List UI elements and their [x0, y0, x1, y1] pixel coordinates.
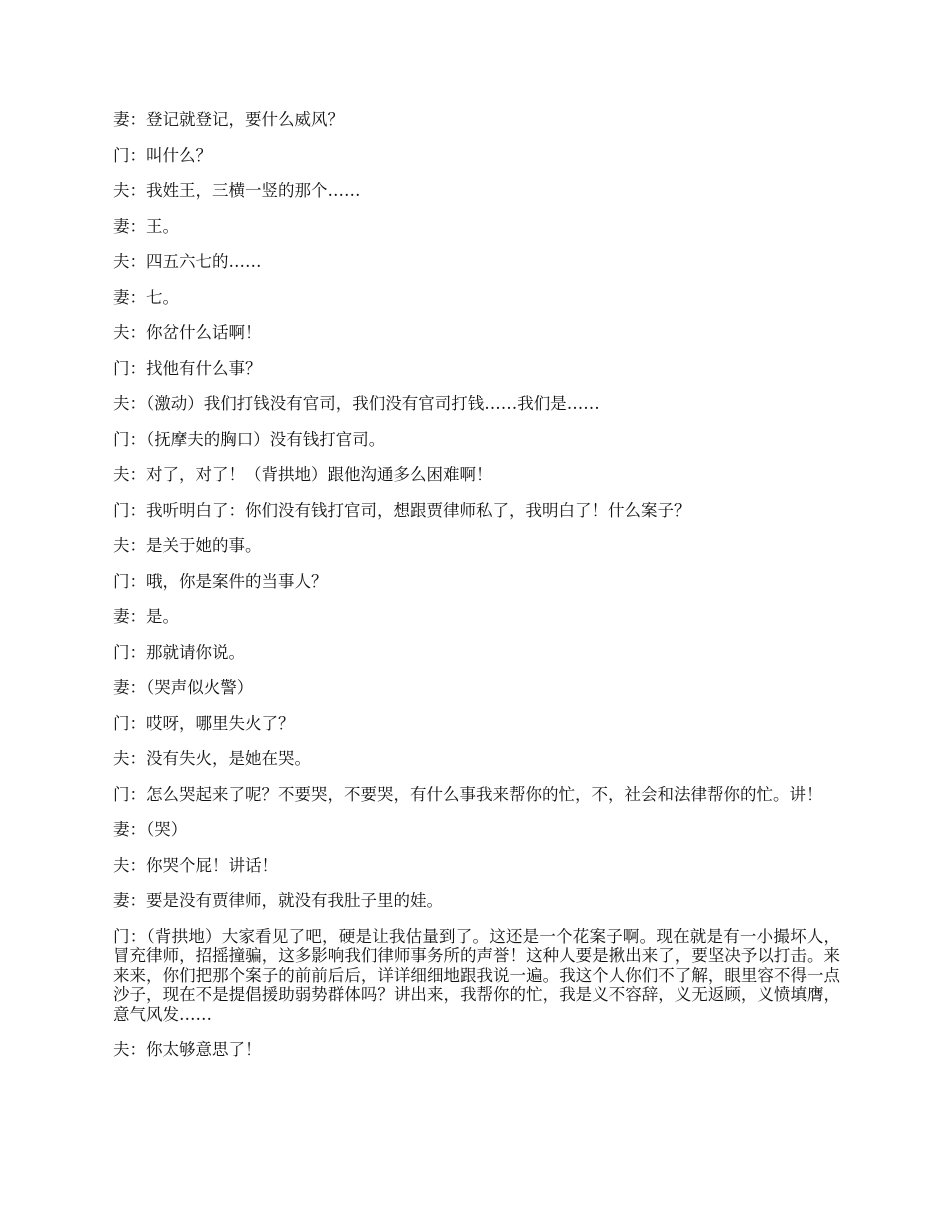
dialogue-line: 妻：是。: [113, 607, 179, 626]
dialogue-line: 妻：（哭声似火警）: [113, 678, 254, 697]
dialogue-line: 夫：是关于她的事。: [113, 536, 262, 555]
dialogue-line: 夫：你岔什么话啊！: [113, 323, 262, 342]
dialogue-line: 夫：没有失火，是她在哭。: [113, 749, 311, 768]
dialogue-line: 门：（背拱地）大家看见了吧，硬是让我估量到了。这还是一个花案子啊。现在就是有一小撮坏人，冒充律师，招摇撞骗，这多影响我们律师事务所的声誉！这种人要是揪出来了，要坚决予以打击。来来来，你们把那个案子的前前后后，详详细细地跟我说一遍。我这个人你们不了解，眼里容不得一点沙子，现在不是提倡援助弱势群体吗？讲出来，我帮你的忙，我是义不容辞，义无返顾，义愤填膺，意气风发……: [113, 926, 840, 1024]
dialogue-line: 妻：王。: [113, 216, 179, 236]
dialogue-line: 夫：对了，对了！（背拱地）跟他沟通多么困难啊！: [113, 465, 493, 484]
dialogue-line: 门：我听明白了：你们没有钱打官司，想跟贾律师私了，我明白了！什么案子？: [113, 500, 691, 520]
dialogue-line: 妻：（哭）: [113, 820, 188, 839]
dialogue-line: 门：（抚摩夫的胸口）没有钱打官司。: [113, 429, 386, 449]
dialogue-line: 门：叫什么？: [113, 145, 212, 165]
dialogue-line: 妻：登记就登记，要什么威风？: [113, 110, 344, 129]
dialogue-line: 妻：要是没有贾律师，就没有我肚子里的娃。: [113, 891, 443, 910]
dialogue-line: 夫：我姓王，三横一竖的那个……: [113, 181, 361, 200]
dialogue-line: 夫：（激动）我们打钱没有官司，我们没有官司打钱……我们是……: [113, 394, 600, 413]
dialogue-line: 门：哦，你是案件的当事人？: [113, 571, 328, 591]
dialogue-line: 妻：七。: [113, 287, 179, 307]
dialogue-line: 夫：你哭个屁！讲话！: [113, 855, 278, 875]
dialogue-line: 夫：你太够意思了！: [113, 1040, 262, 1059]
dialogue-line: 门：那就请你说。: [113, 642, 245, 662]
dialogue-body: [113, 110, 840, 1076]
dialogue-line: 门：哎呀，哪里失火了？: [113, 713, 295, 733]
dialogue-line: 门：找他有什么事？: [113, 358, 262, 378]
dialogue-line: 门：怎么哭起来了呢？不要哭，不要哭，有什么事我来帮你的忙，不，社会和法律帮你的忙。讲！: [113, 784, 823, 804]
dialogue-line: 夫：四五六七的……: [113, 252, 262, 271]
